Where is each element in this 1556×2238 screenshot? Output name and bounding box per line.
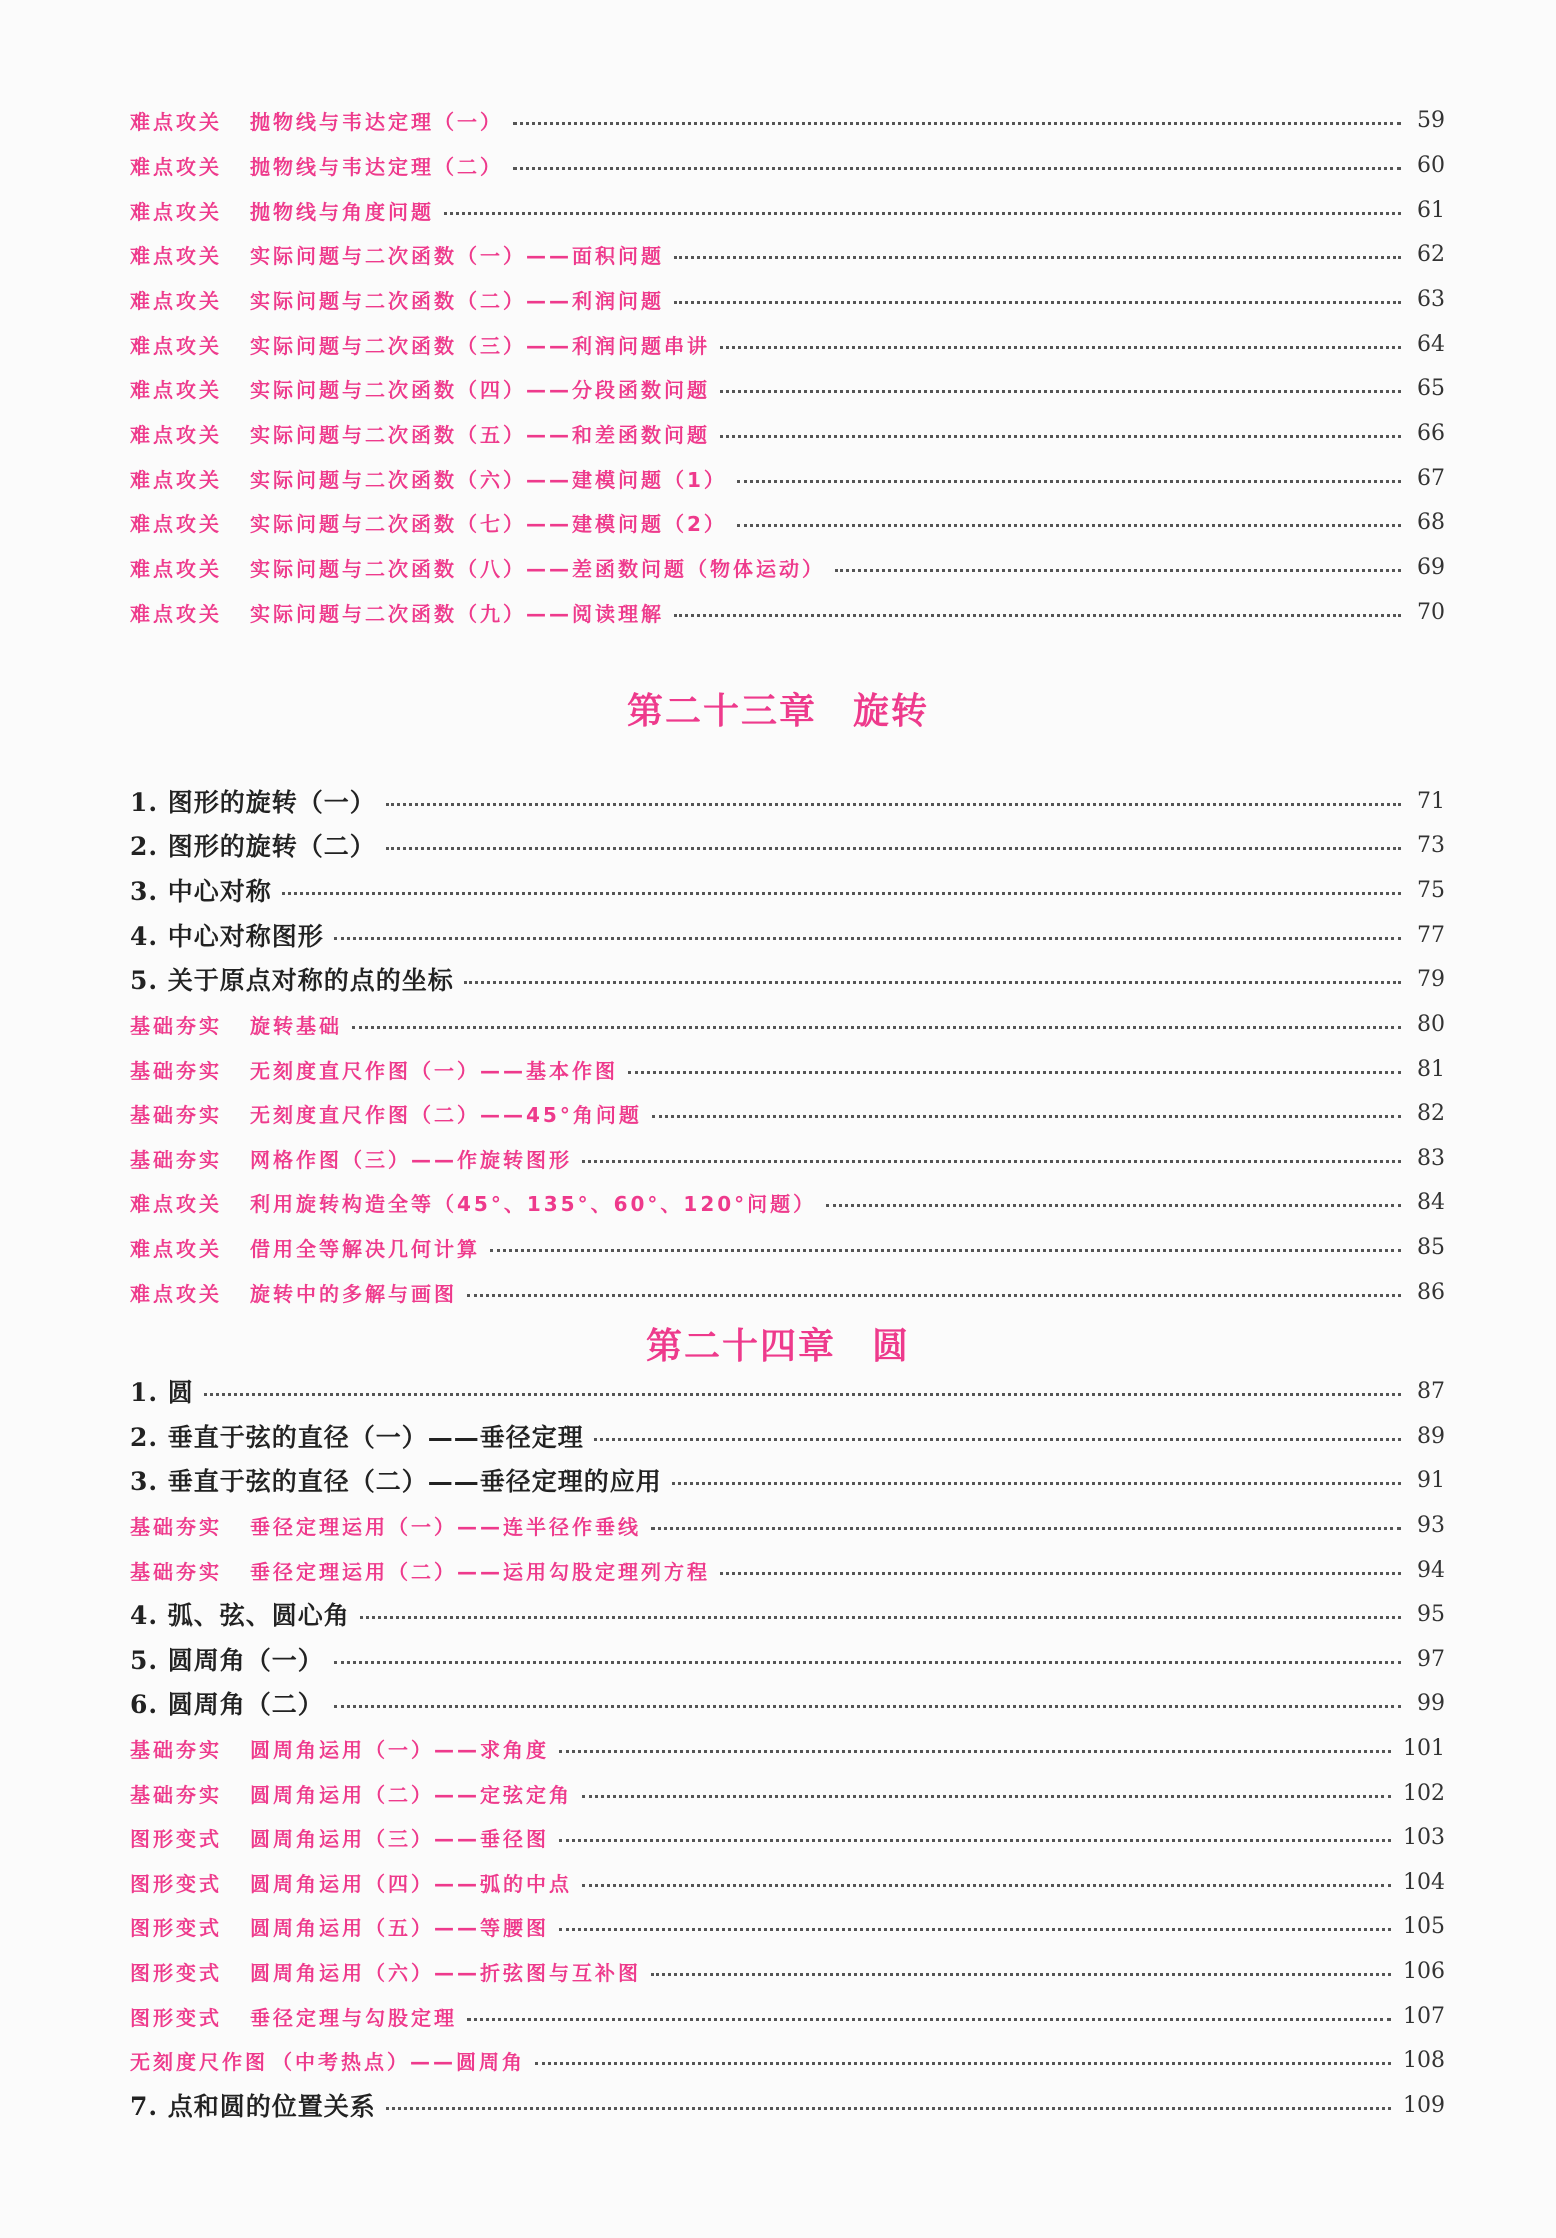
dot-leader: [720, 435, 1401, 438]
entry-tag: 难点攻关: [130, 1281, 222, 1306]
dot-leader: [535, 2062, 1391, 2065]
chapter-number: 第二十三章: [626, 690, 817, 732]
entry-title: 无刻度直尺作图（二）——45°角问题: [250, 1102, 642, 1127]
dot-leader: [386, 803, 1401, 806]
dot-leader: [464, 981, 1401, 984]
page-number: 69: [1417, 554, 1445, 580]
entry-tag: 难点攻关: [130, 556, 222, 581]
page-number: 107: [1403, 2003, 1445, 2029]
page-number: 95: [1417, 1601, 1445, 1627]
toc-entry[interactable]: [130, 1908, 1445, 1944]
dot-leader: [386, 847, 1401, 850]
dot-leader: [737, 524, 1401, 527]
dot-leader: [513, 122, 1401, 125]
chapter-number: 第二十四章: [645, 1325, 836, 1367]
page-number: 67: [1417, 465, 1445, 491]
entry-tag: 难点攻关: [130, 243, 222, 268]
entry-title: 2. 垂直于弦的直径（一）——垂径定理: [130, 1423, 584, 1452]
chapter-name: 圆: [872, 1325, 911, 1367]
toc-entry[interactable]: [130, 1596, 1445, 1632]
page-number: 60: [1417, 152, 1445, 178]
dot-leader: [352, 1026, 1401, 1029]
toc-entry[interactable]: [130, 1552, 1445, 1588]
toc-entry[interactable]: [130, 1864, 1445, 1900]
page-number: 89: [1417, 1423, 1445, 1449]
entry-title: 实际问题与二次函数（四）——分段函数问题: [250, 377, 710, 402]
dot-leader: [720, 390, 1401, 393]
toc-entry[interactable]: [130, 415, 1445, 451]
entry-tag: 图形变式: [130, 1915, 222, 1940]
toc-entry[interactable]: [130, 370, 1445, 406]
chapter-23-heading: [0, 683, 1556, 734]
entry-title: 圆周角运用（三）——垂径图: [250, 1826, 549, 1851]
entry-tag: 无刻度尺作图: [130, 2049, 268, 2074]
entry-tag: 基础夯实: [130, 1102, 222, 1127]
toc-entry[interactable]: [130, 326, 1445, 362]
page-number: 106: [1403, 1958, 1445, 1984]
toc-entry[interactable]: [130, 2087, 1445, 2123]
entry-tag: 难点攻关: [130, 288, 222, 313]
entry-title: 实际问题与二次函数（六）——建模问题（1）: [250, 467, 727, 492]
dot-leader: [582, 1795, 1391, 1798]
toc-entry[interactable]: [130, 1462, 1445, 1498]
entry-tag: 图形变式: [130, 1960, 222, 1985]
toc-entry[interactable]: [130, 827, 1445, 863]
entry-tag: 难点攻关: [130, 1191, 222, 1216]
dot-leader: [334, 937, 1401, 940]
entry-tag: 难点攻关: [130, 601, 222, 626]
dot-leader: [674, 301, 1401, 304]
entry-title: 旋转中的多解与画图: [250, 1281, 457, 1306]
entry-title: 借用全等解决几何计算: [250, 1236, 480, 1261]
page-number: 99: [1417, 1690, 1445, 1716]
entry-tag: 基础夯实: [130, 1782, 222, 1807]
toc-entry[interactable]: [130, 1641, 1445, 1677]
page-number: 103: [1403, 1824, 1445, 1850]
page-number: 63: [1417, 286, 1445, 312]
entry-tag: 难点攻关: [130, 422, 222, 447]
dot-leader: [386, 2107, 1391, 2110]
page-number: 64: [1417, 331, 1445, 357]
entry-title: 垂径定理与勾股定理: [250, 2005, 457, 2030]
entry-title: 4. 中心对称图形: [130, 922, 324, 951]
dot-leader: [720, 1572, 1401, 1575]
page-number: 66: [1417, 420, 1445, 446]
page-number: 108: [1403, 2047, 1445, 2073]
page-number: 86: [1417, 1279, 1445, 1305]
dot-leader: [582, 1884, 1391, 1887]
entry-tag: 图形变式: [130, 1871, 222, 1896]
entry-tag: 难点攻关: [130, 199, 222, 224]
entry-tag: 基础夯实: [130, 1013, 222, 1038]
toc-entry[interactable]: [130, 2042, 1445, 2078]
page-number: 75: [1417, 877, 1445, 903]
page-number: 102: [1403, 1780, 1445, 1806]
dot-leader: [360, 1616, 1401, 1619]
toc-entry[interactable]: [130, 281, 1445, 317]
entry-title: 圆周角运用（二）——定弦定角: [250, 1782, 572, 1807]
entry-tag: 图形变式: [130, 1826, 222, 1851]
page-number: 93: [1417, 1512, 1445, 1538]
toc-entry[interactable]: [130, 460, 1445, 496]
toc-entry[interactable]: [130, 872, 1445, 908]
toc-entry[interactable]: [130, 1006, 1445, 1042]
entry-title: 实际问题与二次函数（七）——建模问题（2）: [250, 511, 727, 536]
page-number: 97: [1417, 1646, 1445, 1672]
entry-title: 实际问题与二次函数（二）——利润问题: [250, 288, 664, 313]
page-number: 81: [1417, 1056, 1445, 1082]
entry-tag: 难点攻关: [130, 467, 222, 492]
entry-tag: 基础夯实: [130, 1737, 222, 1762]
dot-leader: [826, 1204, 1401, 1207]
entry-title: 抛物线与角度问题: [250, 199, 434, 224]
dot-leader: [628, 1071, 1401, 1074]
entry-title: 实际问题与二次函数（一）——面积问题: [250, 243, 664, 268]
dot-leader: [513, 167, 1401, 170]
entry-title: 1. 图形的旋转（一）: [130, 788, 376, 817]
toc-entry[interactable]: [130, 917, 1445, 953]
entry-tag: 难点攻关: [130, 109, 222, 134]
entry-title: 圆周角运用（一）——求角度: [250, 1737, 549, 1762]
dot-leader: [467, 2018, 1391, 2021]
entry-title: 1. 圆: [130, 1378, 194, 1407]
entry-tag: 难点攻关: [130, 333, 222, 358]
toc-entry[interactable]: [130, 1953, 1445, 1989]
page-number: 85: [1417, 1234, 1445, 1260]
entry-title: 圆周角运用（四）——弧的中点: [250, 1871, 572, 1896]
entry-tag: 基础夯实: [130, 1147, 222, 1172]
dot-leader: [672, 1482, 1401, 1485]
toc-entry[interactable]: [130, 1775, 1445, 1811]
toc-entry[interactable]: [130, 1229, 1445, 1265]
page-number: 105: [1403, 1913, 1445, 1939]
entry-tag: 难点攻关: [130, 377, 222, 402]
dot-leader: [282, 892, 1401, 895]
page-number: 84: [1417, 1189, 1445, 1215]
toc-entry[interactable]: [130, 1274, 1445, 1310]
page-number: 71: [1417, 788, 1445, 814]
chapter-24-heading: [0, 1318, 1556, 1369]
page-number: 77: [1417, 922, 1445, 948]
dot-leader: [444, 212, 1401, 215]
dot-leader: [467, 1294, 1401, 1297]
entry-title: 3. 垂直于弦的直径（二）——垂径定理的应用: [130, 1467, 662, 1496]
dot-leader: [490, 1249, 1401, 1252]
entry-title: 实际问题与二次函数（八）——差函数问题（物体运动）: [250, 556, 825, 581]
entry-title: 实际问题与二次函数（五）——和差函数问题: [250, 422, 710, 447]
dot-leader: [559, 1928, 1391, 1931]
dot-leader: [652, 1115, 1401, 1118]
page-number: 94: [1417, 1557, 1445, 1583]
page-number: 101: [1403, 1735, 1445, 1761]
entry-title: 2. 图形的旋转（二）: [130, 832, 376, 861]
page-number: 65: [1417, 375, 1445, 401]
dot-leader: [204, 1393, 1401, 1396]
entry-title: 5. 关于原点对称的点的坐标: [130, 966, 454, 995]
dot-leader: [334, 1705, 1401, 1708]
dot-leader: [559, 1750, 1391, 1753]
toc-entry[interactable]: [130, 1819, 1445, 1855]
entry-title: 5. 圆周角（一）: [130, 1646, 324, 1675]
toc-entry[interactable]: [130, 1685, 1445, 1721]
dot-leader: [737, 480, 1401, 483]
page-number: 62: [1417, 241, 1445, 267]
toc-entry[interactable]: [130, 1184, 1445, 1220]
entry-tag: 难点攻关: [130, 154, 222, 179]
dot-leader: [651, 1527, 1401, 1530]
entry-title: 利用旋转构造全等（45°、135°、60°、120°问题）: [250, 1191, 817, 1216]
toc-entry[interactable]: [130, 1507, 1445, 1543]
dot-leader: [674, 614, 1401, 617]
toc-entry[interactable]: [130, 1095, 1445, 1131]
toc-entry[interactable]: [130, 147, 1445, 183]
page-number: 73: [1417, 832, 1445, 858]
page-number: 68: [1417, 509, 1445, 535]
page-number: 70: [1417, 599, 1445, 625]
toc-entry[interactable]: [130, 504, 1445, 540]
toc-entry[interactable]: [130, 1418, 1445, 1454]
page-number: 79: [1417, 966, 1445, 992]
dot-leader: [835, 569, 1401, 572]
page-number: 83: [1417, 1145, 1445, 1171]
entry-title: 抛物线与韦达定理（二）: [250, 154, 503, 179]
page-number: 104: [1403, 1869, 1445, 1895]
entry-title: 7. 点和圆的位置关系: [130, 2092, 376, 2121]
toc-entry[interactable]: [130, 594, 1445, 630]
dot-leader: [651, 1973, 1391, 1976]
entry-title: 垂径定理运用（二）——运用勾股定理列方程: [250, 1559, 710, 1584]
toc-entry[interactable]: [130, 1730, 1445, 1766]
page-number: 80: [1417, 1011, 1445, 1037]
dot-leader: [559, 1839, 1391, 1842]
toc-entry[interactable]: [130, 961, 1445, 997]
entry-title: （中考热点）——圆周角: [272, 2049, 525, 2074]
dot-leader: [720, 346, 1401, 349]
entry-title: 网格作图（三）——作旋转图形: [250, 1147, 572, 1172]
entry-tag: 基础夯实: [130, 1514, 222, 1539]
toc-entry[interactable]: [130, 1051, 1445, 1087]
page-number: 87: [1417, 1378, 1445, 1404]
entry-tag: 基础夯实: [130, 1559, 222, 1584]
toc-entry[interactable]: [130, 1373, 1445, 1409]
entry-tag: 图形变式: [130, 2005, 222, 2030]
entry-tag: 基础夯实: [130, 1058, 222, 1083]
entry-title: 抛物线与韦达定理（一）: [250, 109, 503, 134]
dot-leader: [582, 1160, 1401, 1163]
page-number: 82: [1417, 1100, 1445, 1126]
entry-tag: 难点攻关: [130, 511, 222, 536]
entry-title: 旋转基础: [250, 1013, 342, 1038]
entry-title: 6. 圆周角（二）: [130, 1690, 324, 1719]
entry-title: 4. 弧、弦、圆心角: [130, 1601, 350, 1630]
dot-leader: [334, 1661, 1401, 1664]
entry-title: 垂径定理运用（一）——连半径作垂线: [250, 1514, 641, 1539]
toc-entry[interactable]: [130, 549, 1445, 585]
entry-title: 圆周角运用（六）——折弦图与互补图: [250, 1960, 641, 1985]
toc-entry[interactable]: [130, 1140, 1445, 1176]
dot-leader: [594, 1438, 1401, 1441]
toc-entry[interactable]: [130, 236, 1445, 272]
entry-title: 无刻度直尺作图（一）——基本作图: [250, 1058, 618, 1083]
toc-entry[interactable]: [130, 1998, 1445, 2034]
entry-title: 圆周角运用（五）——等腰图: [250, 1915, 549, 1940]
entry-title: 3. 中心对称: [130, 877, 272, 906]
page-number: 109: [1403, 2092, 1445, 2118]
toc-entry[interactable]: [130, 102, 1445, 138]
toc-entry[interactable]: [130, 783, 1445, 819]
page-number: 61: [1417, 197, 1445, 223]
dot-leader: [674, 256, 1401, 259]
chapter-name: 旋转: [853, 690, 930, 732]
entry-tag: 难点攻关: [130, 1236, 222, 1261]
entry-title: 实际问题与二次函数（九）——阅读理解: [250, 601, 664, 626]
page-number: 91: [1417, 1467, 1445, 1493]
entry-title: 实际问题与二次函数（三）——利润问题串讲: [250, 333, 710, 358]
page-number: 59: [1417, 107, 1445, 133]
toc-entry[interactable]: [130, 192, 1445, 228]
